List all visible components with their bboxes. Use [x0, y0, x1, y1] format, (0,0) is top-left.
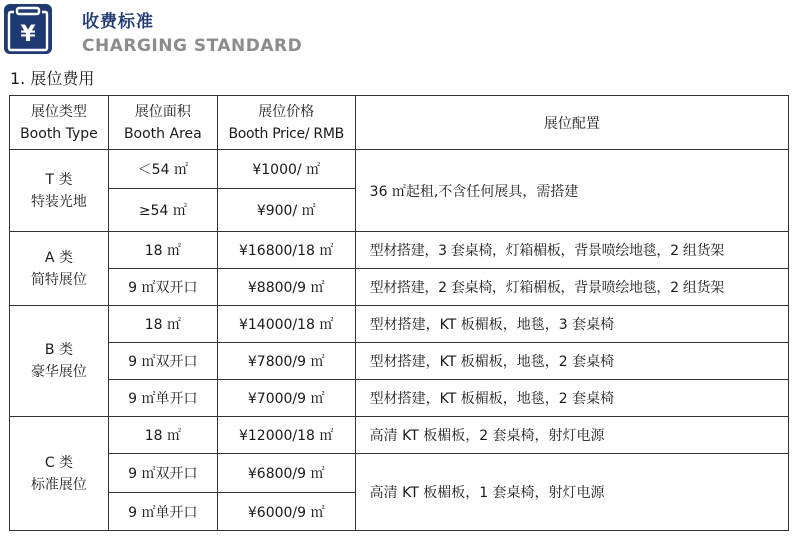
booth-type-code: C 类: [44, 454, 74, 471]
booth-config-cell: 型材搭建，KT 板楣板，地毯，2 套桌椅: [355, 380, 788, 417]
booth-area-cell: 18 ㎡: [108, 417, 217, 454]
header-booth-area: [108, 96, 217, 150]
logo-symbol: ¥: [20, 22, 36, 47]
booth-config-cell: 型材搭建，3 套桌椅，灯箱楣板，背景喷绘地毯，2 组货架: [355, 232, 788, 269]
booth-type-cell: [10, 306, 109, 417]
booth-area-cell: 18 ㎡: [108, 306, 217, 343]
header-booth-area-cn: 展位面积: [134, 103, 191, 120]
booth-price-cell: ¥8800/9 ㎡: [217, 269, 355, 306]
table-row: [10, 454, 789, 493]
booth-area-cell: 9 ㎡双开口: [108, 343, 217, 380]
table-row: [10, 150, 789, 189]
header-booth-price-cn: 展位价格: [258, 103, 315, 120]
booth-config-cell: 型材搭建，2 套桌椅，灯箱楣板，背景喷绘地毯，2 组货架: [355, 269, 788, 306]
booth-config-cell: 36 ㎡起租,不含任何展具，需搭建: [355, 150, 788, 232]
booth-area-cell: ＜54 ㎡: [108, 150, 217, 189]
booth-area-cell: ≥54 ㎡: [108, 189, 217, 232]
booth-type-code: B 类: [44, 342, 73, 358]
header-booth-config: 展位配置: [355, 96, 788, 150]
booth-config-cell: 高清 KT 板楣板，1 套桌椅，射灯电源: [355, 454, 788, 531]
booth-price-cell: ¥1000/ ㎡: [217, 150, 355, 189]
table-header-row: [10, 96, 789, 150]
booth-type-cell: [10, 150, 109, 232]
table-row: [10, 417, 789, 454]
booth-area-cell: 9 ㎡双开口: [108, 269, 217, 306]
header-booth-type-en: Booth Type: [20, 125, 98, 142]
yen-logo-icon: [4, 4, 52, 54]
page-subtitle: CHARGING STANDARD: [82, 36, 303, 56]
booth-area-cell: 18 ㎡: [108, 232, 217, 269]
booth-price-cell: ¥7000/9 ㎡: [217, 380, 355, 417]
booth-price-cell: ¥900/ ㎡: [217, 189, 355, 232]
table-row: [10, 380, 789, 417]
booth-type-code: T 类: [45, 171, 73, 188]
header-booth-type: [10, 96, 109, 150]
booth-type-name: 简特展位: [30, 271, 87, 288]
booth-type-name: 特装光地: [30, 193, 87, 210]
booth-price-cell: ¥6800/9 ㎡: [217, 454, 355, 493]
booth-type-cell: [10, 417, 109, 531]
booth-price-cell: ¥6000/9 ㎡: [217, 493, 355, 531]
booth-price-cell: ¥7800/9 ㎡: [217, 343, 355, 380]
header-booth-price-en: Booth Price/ RMB: [228, 125, 344, 142]
section-title: 1. 展位费用: [10, 69, 95, 88]
page-title: 收费标准: [82, 12, 154, 32]
booth-config-cell: 型材搭建，KT 板楣板，地毯，2 套桌椅: [355, 343, 788, 380]
booth-type-name: 豪华展位: [30, 364, 87, 380]
booth-price-cell: ¥16800/18 ㎡: [217, 232, 355, 269]
booth-area-cell: 9 ㎡双开口: [108, 454, 217, 493]
table-row: [10, 306, 789, 343]
booth-type-name: 标准展位: [30, 476, 87, 493]
table-row: [10, 269, 789, 306]
table-row: [10, 343, 789, 380]
booth-price-cell: ¥12000/18 ㎡: [217, 417, 355, 454]
booth-area-cell: 9 ㎡单开口: [108, 380, 217, 417]
table-row: [10, 232, 789, 269]
booth-fee-table: [9, 95, 789, 531]
header-booth-type-cn: 展位类型: [30, 103, 87, 120]
booth-price-cell: ¥14000/18 ㎡: [217, 306, 355, 343]
booth-type-code: A 类: [44, 249, 73, 266]
booth-config-cell: 高清 KT 板楣板，2 套桌椅，射灯电源: [355, 417, 788, 454]
booth-config-cell: 型材搭建，KT 板楣板，地毯，3 套桌椅: [355, 306, 788, 343]
header-booth-area-en: Booth Area: [123, 125, 202, 142]
booth-area-cell: 9 ㎡单开口: [108, 493, 217, 531]
booth-type-cell: [10, 232, 109, 306]
header-booth-price: [217, 96, 355, 150]
